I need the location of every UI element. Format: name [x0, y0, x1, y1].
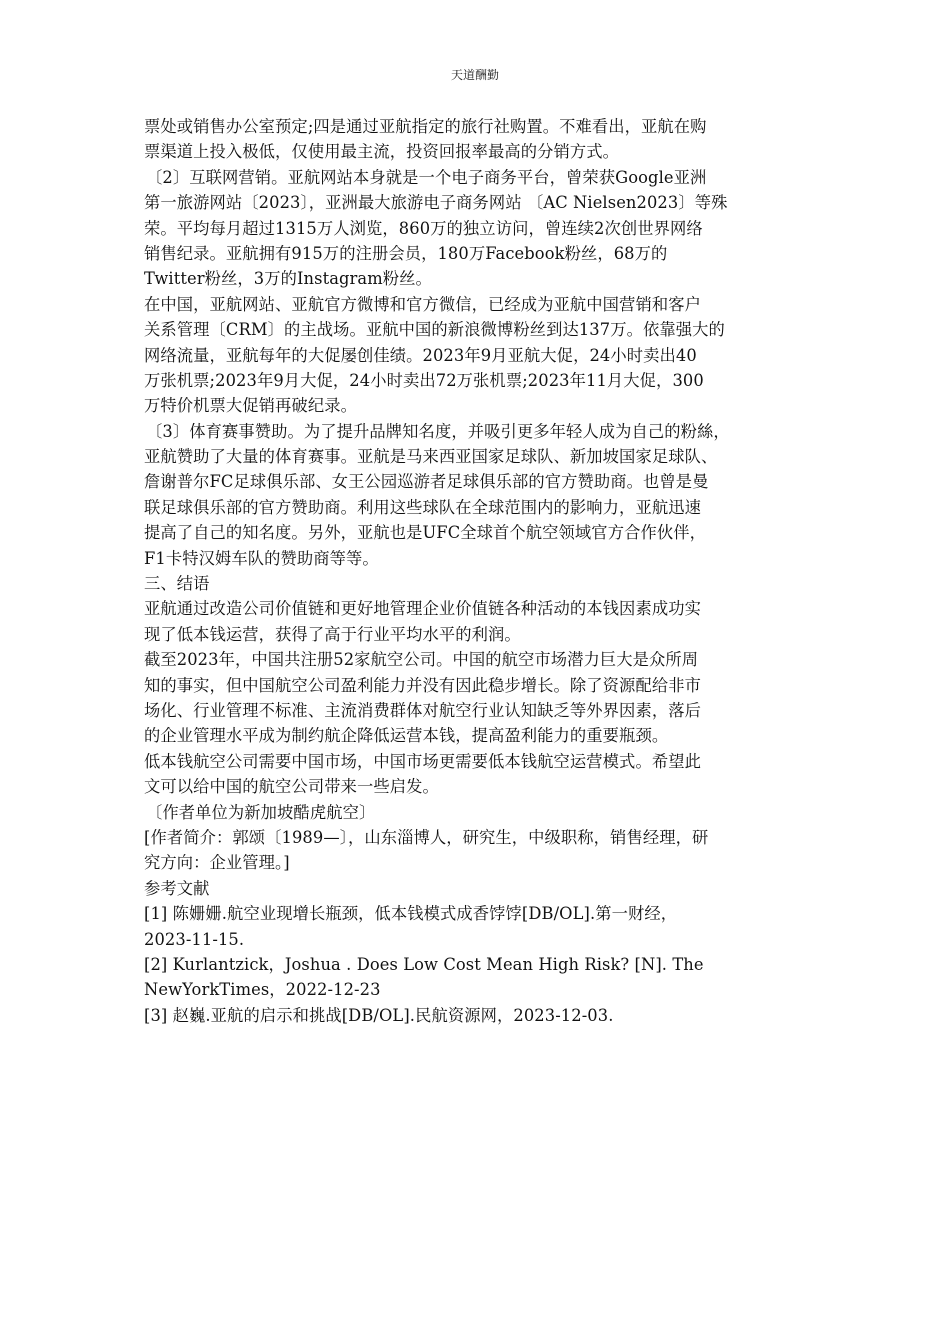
text-line: 提高了自己的知名度。另外，亚航也是UFC全球首个航空领域官方合作伙伴， [144, 523, 706, 543]
text-line: Twitter粉丝，3万的Instagram粉丝。 [144, 269, 432, 289]
text-line: 销售纪录。亚航拥有915万的注册会员，180万Facebook粉丝，68万的 [144, 243, 668, 263]
text-line: 截至2023年，中国共注册52家航空公司。中国的航空市场潜力巨大是众所周 [144, 650, 699, 670]
section-heading: 三、结语 [144, 574, 210, 594]
author-bio: [作者简介：郭颂〔1989—〕，山东淄博人，研究生，中级职称，销售经理，研 [144, 827, 709, 847]
text-line: 亚航赞助了大量的体育赛事。亚航是马来西亚国家足球队、新加坡国家足球队、 [144, 447, 718, 467]
reference-item: 2023-11-15. [144, 929, 245, 949]
text-line: 第一旅游网站〔2023〕，亚洲最大旅游电子商务网站 〔AC Nielsen2023〕等殊 [144, 193, 728, 213]
text-line: 〔2〕互联网营销。亚航网站本身就是一个电子商务平台，曾荣获Google亚洲 [146, 167, 707, 187]
text-line: 万张机票;2023年9月大促，24小时卖出72万张机票;2023年11月大促，300 [144, 370, 704, 390]
references-heading: 参考文献 [144, 878, 210, 898]
text-line: F1卡特汉姆车队的赞助商等等。 [144, 548, 379, 568]
reference-item: [3] 赵巍.亚航的启示和挑战[DB/OL].民航资源网，2023-12-03. [144, 1005, 614, 1025]
text-line: 的企业管理水平成为制约航企降低运营本钱，提高盈利能力的重要瓶颈。 [144, 726, 669, 746]
text-line: 〔3〕体育赛事赞助。为了提升品牌知名度，并吸引更多年轻人成为自己的粉絲， [146, 421, 730, 441]
text-line: 网络流量，亚航每年的大促屡创佳绩。2023年9月亚航大促，24小时卖出40 [144, 345, 697, 365]
text-line: 票渠道上投入极低，仅使用最主流，投资回报率最高的分销方式。 [144, 142, 620, 162]
author-bio: 究方向：企业管理。] [144, 853, 290, 873]
text-line: 文可以给中国的航空公司带来一些启发。 [144, 777, 439, 797]
text-line: 关系管理〔CRM〕的主战场。亚航中国的新浪微博粉丝到达137万。依靠强大的 [144, 320, 725, 340]
text-line: 荣。平均每月超过1315万人浏览，860万的独立访问，曾连续2次创世界网络 [144, 218, 703, 238]
text-line: 票处或销售办公室预定;四是通过亚航指定的旅行社购置。不难看出，亚航在购 [144, 117, 707, 136]
text-line: 联足球俱乐部的官方赞助商。利用这些球队在全球范围内的影响力，亚航迅速 [144, 497, 701, 517]
reference-item: [1] 陈姗姗.航空业现增长瓶颈，低本钱模式成香饽饽[DB/OL].第一财经， [144, 904, 678, 924]
reference-item: NewYorkTimes，2022-12-23 [144, 980, 381, 1000]
author-affiliation: 〔作者单位为新加坡酷虎航空〕 [146, 802, 376, 822]
text-line: 低本钱航空公司需要中国市场，中国市场更需要低本钱航空运营模式。希望此 [144, 751, 701, 771]
reference-item: [2] Kurlantzick，Joshua . Does Low Cost Mean High Risk? [N]. The [144, 954, 704, 974]
text-line: 亚航通过改造公司价值链和更好地管理企业价值链各种活动的本钱因素成功实 [144, 599, 701, 619]
text-line: 万特价机票大促销再破纪录。 [144, 396, 357, 416]
page-header: 天道酬勤 [450, 68, 499, 82]
text-line: 知的事实，但中国航空公司盈利能力并没有因此稳步增长。除了资源配给非市 [144, 675, 701, 695]
text-line: 詹谢普尔FC足球俱乐部、女王公园巡游者足球俱乐部的官方赞助商。也曾是曼 [144, 472, 709, 492]
text-line: 现了低本钱运营，获得了高于行业平均水平的利润。 [144, 624, 521, 644]
text-line: 场化、行业管理不标准、主流消费群体对航空行业认知缺乏等外界因素，落后 [144, 700, 701, 720]
document-body [144, 114, 824, 1028]
text-line: 在中国，亚航网站、亚航官方微博和官方微信，已经成为亚航中国营销和客户 [144, 294, 701, 314]
